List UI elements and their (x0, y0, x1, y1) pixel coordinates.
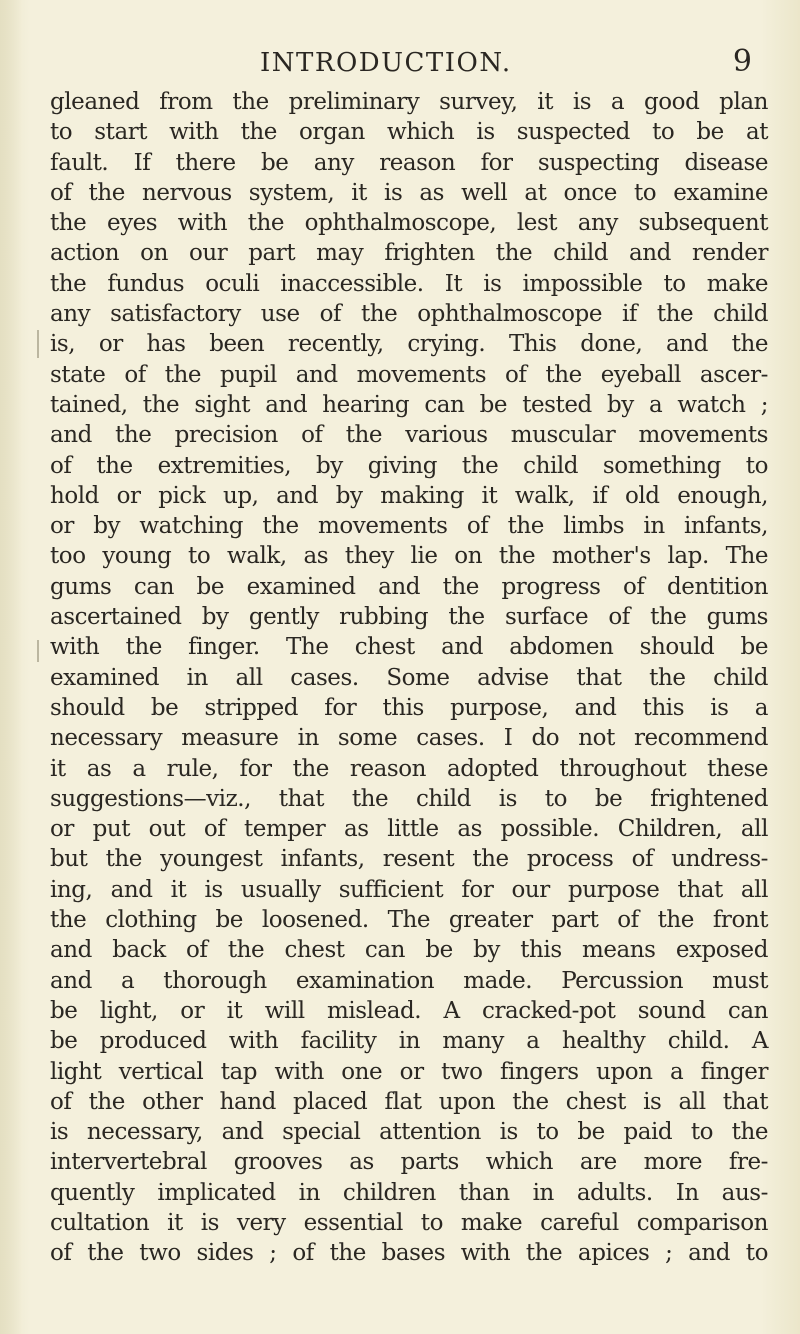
margin-mark (37, 640, 39, 662)
text-line: fault. If there be any reason for suspecting disease (50, 149, 768, 176)
text-line: should be stripped for this purpose, and this is a (50, 694, 768, 721)
text-line: is necessary, and special attention is to be paid to the (50, 1119, 768, 1146)
text-line: ascertained by gently rubbing the surface of the gums (50, 604, 768, 631)
text-line: be light, or it will mislead. A cracked-pot sound can (50, 997, 768, 1024)
text-line: cultation it is very essential to make careful comparison (50, 1209, 768, 1236)
text-line: quently implicated in children than in adults. In aus- (50, 1179, 768, 1206)
text-line: ing, and it is usually sufficient for our purpose that all (50, 876, 768, 903)
text-line: the fundus oculi inaccessible. It is impossible to make (50, 270, 768, 297)
text-line: tained, the sight and hearing can be tested by a watch ; (50, 391, 768, 418)
text-line: the clothing be loosened. The greater part of the front (50, 907, 768, 934)
text-line: with the finger. The chest and abdomen should be (50, 634, 768, 661)
text-line: it as a rule, for the reason adopted throughout these (50, 755, 768, 782)
text-line: suggestions—viz., that the child is to be frightened (50, 785, 768, 812)
text-line: or put out of temper as little as possible. Children, all (50, 816, 768, 843)
text-line: be produced with facility in many a healthy child. A (50, 1028, 768, 1055)
margin-mark (37, 330, 39, 358)
text-line: the eyes with the ophthalmoscope, lest any subsequent (50, 210, 768, 237)
text-line: action on our part may frighten the child and render (50, 240, 768, 267)
text-line: of the extremities, by giving the child something to (50, 452, 768, 479)
running-title: INTRODUCTION. (260, 48, 512, 78)
text-line: examined in all cases. Some advise that the child (50, 664, 768, 691)
text-line: and a thorough examination made. Percussion must (50, 967, 768, 994)
text-line: necessary measure in some cases. I do not recommend (50, 725, 768, 752)
text-line: to start with the organ which is suspected to be at (50, 119, 768, 146)
text-line: too young to walk, as they lie on the mother's lap. The (50, 543, 768, 570)
text-line: is, or has been recently, crying. This done, and the (50, 331, 768, 358)
text-line: intervertebral grooves as parts which are more fre- (50, 1149, 768, 1176)
text-line: hold or pick up, and by making it walk, if old enough, (50, 482, 768, 509)
text-line: and back of the chest can be by this means exposed (50, 937, 768, 964)
text-line: gums can be examined and the progress of dentition (50, 573, 768, 600)
gutter-shadow (0, 0, 22, 1334)
text-line: of the nervous system, it is as well at once to examine (50, 179, 768, 206)
text-line: any satisfactory use of the ophthalmoscope if the child (50, 301, 768, 328)
text-line: and the precision of the various muscular movements (50, 422, 768, 449)
page-number: 9 (732, 44, 752, 79)
running-head (100, 44, 780, 84)
text-line: state of the pupil and movements of the eyeball ascer- (50, 361, 768, 388)
text-line: gleaned from the preliminary survey, it is a good plan (50, 89, 768, 115)
body-text (50, 87, 768, 1269)
text-line: of the other hand placed flat upon the chest is all that (50, 1088, 768, 1115)
text-line: of the two sides ; of the bases with the apices ; and to (50, 1240, 768, 1267)
text-line: but the youngest infants, resent the process of undress- (50, 846, 768, 873)
text-line: light vertical tap with one or two fingers upon a finger (50, 1058, 768, 1085)
text-line: or by watching the movements of the limbs in infants, (50, 513, 768, 540)
